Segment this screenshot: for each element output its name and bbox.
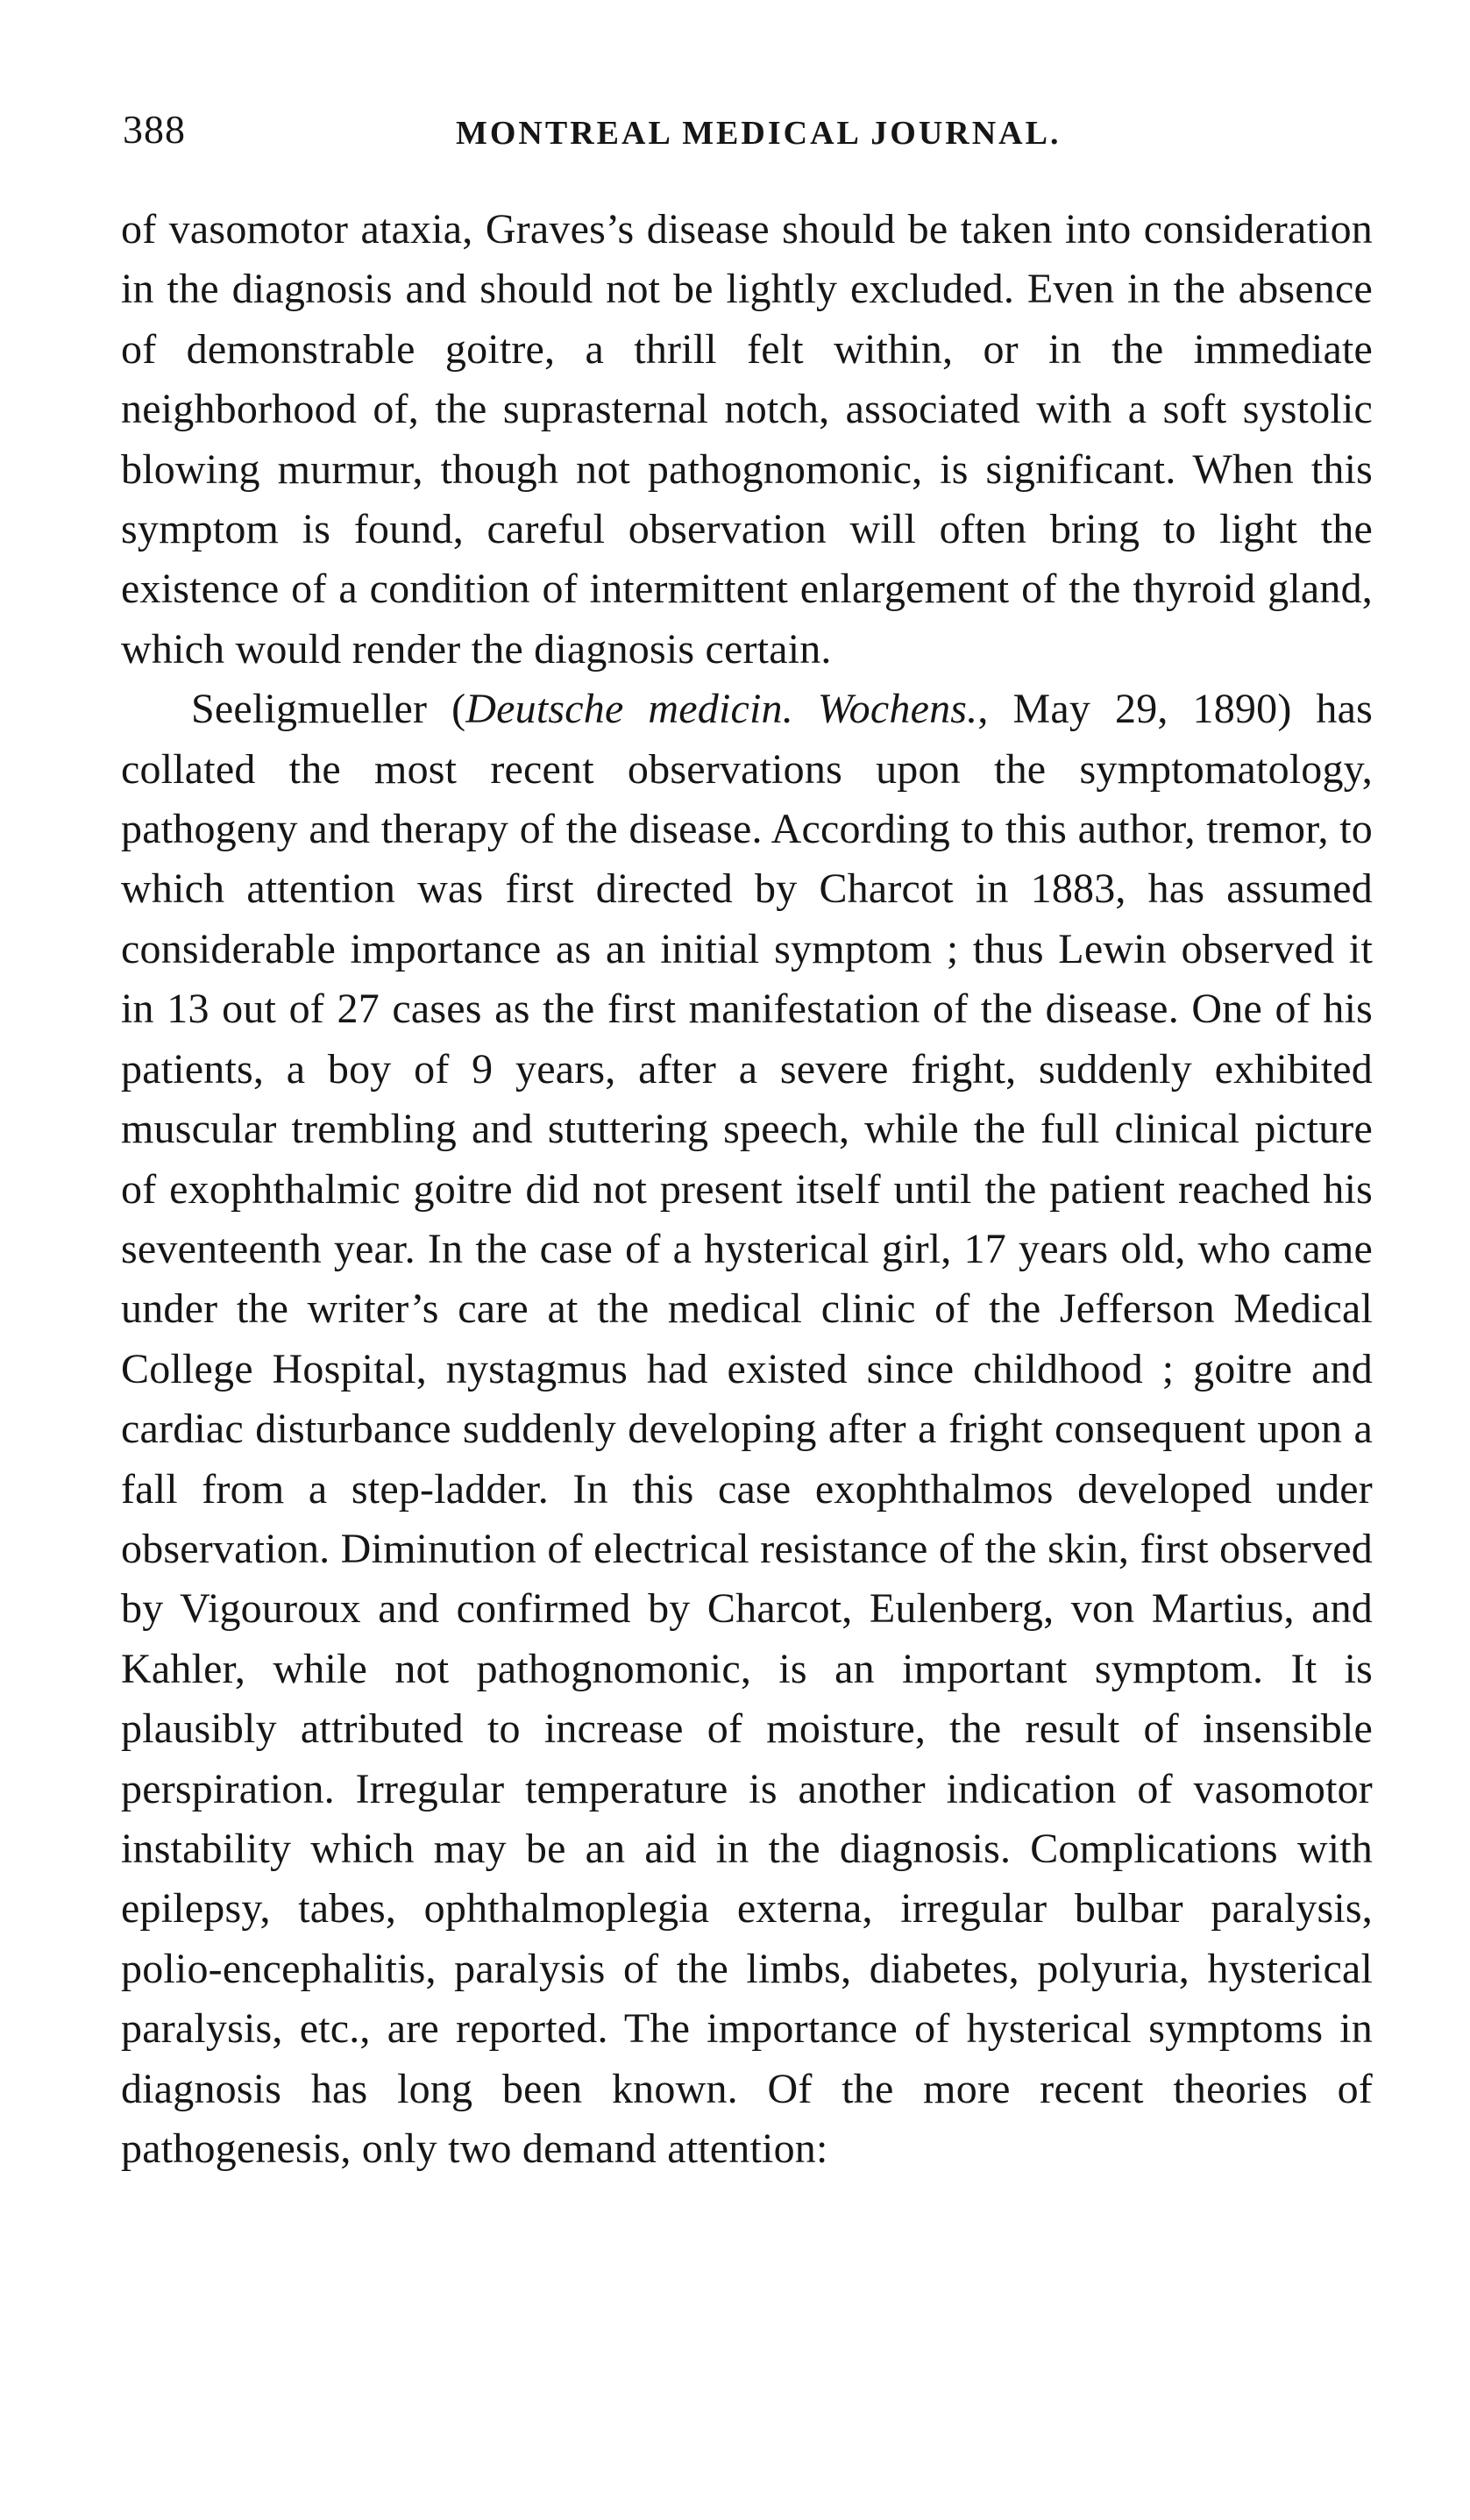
paragraph-continuation: of vasomotor ataxia, Graves’s disease should be taken into consideration in the diagnosis and should not be lightly excluded. Even in the absence of demonstrable goitre, a thrill felt within, or in the immediate neighborhood of, the suprasternal notch, associated with a soft systolic blowing murmur, though not pathognomonic, is significant. When this symptom is found, careful observation will often bring to light the existence of a condition of intermittent enlargement of the thyroid gland, which would render the diagnosis certain.	[121, 206, 1373, 673]
body-text	[121, 200, 1373, 2179]
running-title: MONTREAL MEDICAL JOURNAL.	[456, 115, 1062, 152]
page-header	[123, 103, 1367, 165]
paragraph-seeligmueller	[121, 680, 1373, 2179]
paragraph-body-text: , May 29, 1890) has collated the most recent observations upon the symptomatology, pathogeny and therapy of the disease. According to this author, tremor, to which attention was first directed by Charcot in 1883, has assumed considerable importance as an initial symptom ; thus Lewin observed it in 13 out of 27 cases as the first manifestation of the disease. One of his patients, a boy of 9 years, after a severe fright, suddenly exhibited muscular trembling and stuttering speech, while the full clinical picture of exophthalmic goitre did not present itself until the patient reached his seventeenth year. In the case of a hysterical girl, 17 years old, who came under the writer’s care at the medical clinic of the Jefferson Medical College Hospital, nystagmus had existed since childhood ; goitre and cardiac disturbance suddenly developing after a fright consequent upon a fall from a step-ladder. In this case exophthalmos developed under observation. Diminution of electrical resistance of the skin, first observed by Vigouroux and confirmed by Charcot, Eulenberg, von Martius, and Kahler, while not pathognomonic, is an important symptom. It is plausibly attributed to increase of moisture, the result of insensible perspiration. Irregular temperature is another indication of vasomotor instability which may be an aid in the diagnosis. Complications with epilepsy, tabes, ophthalmoplegia externa, irregular bulbar paralysis, polio-encephalitis, paralysis of the limbs, diabetes, polyuria, hysterical paralysis, etc., are reported. The importance of hysterical symptoms in diagnosis has long been known. Of the more recent theories of pathogenesis, only two demand attention:	[121, 686, 1374, 2172]
journal-citation: Deutsche medicin. Wochens.	[465, 686, 978, 733]
page-number: 388	[123, 107, 186, 152]
paragraph-lead-text: Seeligmueller (	[191, 686, 466, 733]
